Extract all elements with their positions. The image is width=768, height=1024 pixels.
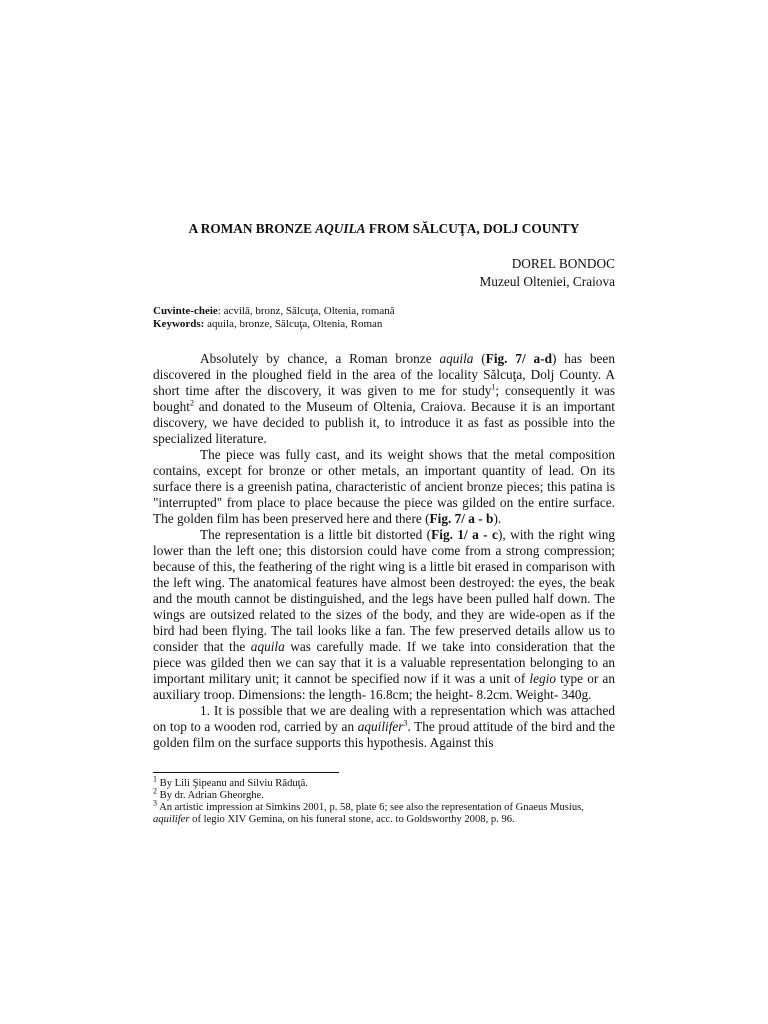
keywords-ro-value: : acvilă, bronz, Sălcuţa, Oltenia, romană (217, 305, 395, 317)
keywords-en-value: aquila, bronze, Sălcuţa, Oltenia, Roman (204, 318, 383, 330)
footnote-3-number: 3 (153, 798, 157, 808)
footnote-3 (153, 798, 615, 826)
keywords-ro-label: Cuvinte-cheie (153, 305, 218, 317)
footnote-2 (153, 786, 615, 802)
keywords-en-label: Keywords: (153, 318, 205, 330)
p3-text-a: The representation is a little bit distorted ( (200, 527, 432, 542)
author-affiliation: Muzeul Olteniei, Craiova (479, 274, 615, 289)
p1-text-a2: ( (473, 351, 486, 366)
author-block (153, 255, 615, 291)
p3-text-d: type or an auxiliary troop. Dimensions: the length- 16.8cm; the height- 8.2cm. Weight- 340g. (153, 671, 615, 702)
footnote-3-italic: aquilifer (153, 814, 190, 825)
author-name: DOREL BONDOC (511, 256, 615, 271)
p2-text-c: ). (493, 511, 502, 526)
footnotes (153, 774, 615, 826)
title-suffix: FROM SĂLCUŢA, DOLJ COUNTY (365, 221, 580, 236)
footnote-ref-2: 2 (189, 398, 194, 408)
article-title (153, 220, 615, 238)
footnote-3-text-b: of legio XIV Gemina, on his funeral stone, acc. to Goldsworthy 2008, p. 96. (189, 814, 515, 825)
keywords-romanian (153, 305, 615, 318)
paragraph-4 (153, 703, 615, 751)
paragraph-2 (153, 447, 615, 527)
footnote-1 (153, 774, 615, 790)
p4-text-b: . The proud attitude of the bird and the golden film on the surface supports this hypothesis. Against this (153, 719, 615, 750)
footnote-1-text: By Lili Şipeanu and Silviu Răduţă. (157, 778, 308, 789)
keywords-english (153, 318, 615, 331)
footnote-2-text: By dr. Adrian Gheorghe. (157, 790, 264, 801)
p1-text-a: Absolutely by chance, a Roman bronze (200, 351, 440, 366)
p3-figure-ref: Fig. 1/ a - c (431, 527, 498, 542)
footnote-separator (153, 772, 339, 773)
p1-text-b: ) has been discovered in the ploughed field in the area of the locality Sălcuţa, Dolj County. A short time after the discovery, it was given to me for study (153, 351, 615, 398)
keywords-block (153, 305, 615, 331)
paragraph-3 (153, 527, 615, 703)
p2-text-a: The piece was fully cast, and its weight shows that the metal composition contains, except for bronze or other metals, an important quantity of lead. On its surface there is a greenish patina, characteristic of ancient bronze pieces; this patina is "interrupted" from place to place because the piece was gilded on the entire surface. The golden film has been preserved here and there ( (153, 447, 615, 526)
p3-italic-aquila: aquila (250, 639, 285, 654)
footnote-2-number: 2 (153, 786, 157, 796)
title-italic: AQUILA (315, 221, 366, 236)
footnote-ref-1: 1 (491, 382, 496, 392)
p1-text-c: ; consequently it was bought (153, 383, 615, 414)
footnote-ref-3: 3 (403, 718, 408, 728)
article (153, 220, 615, 751)
paragraph-1 (153, 351, 615, 447)
p3-text-b: ), with the right wing lower than the left one; this distorsion could have come from a strong compression; because of this, the feathering of the right wing is a little bit erased in comparison with the left wing. The anatomical features have almost been destroyed: the eyes, the beak and the mouth cannot be distinguished, and the legs have been pulled half down. The wings are outsized related to the sizes of the body, and they are wide-open as if the bird had been flying. The tail looks like a fan. The few preserved details allow us to consider that the (153, 527, 616, 654)
p3-text-c: was carefully made. If we take into consideration that the piece was gilded then we can say that it is a valuable representation belonging to an important military unit; it cannot be specified now if it was a unit of (153, 639, 616, 686)
footnote-3-text-a: An artistic impression at Simkins 2001, p. 58, plate 6; see also the representation of Gnaeus Musius, (157, 802, 584, 813)
p2-figure-ref: Fig. 7/ a - b (429, 511, 494, 526)
title-prefix: A ROMAN BRONZE (188, 221, 316, 236)
footnote-1-number: 1 (153, 774, 157, 784)
article-body (153, 351, 615, 751)
p1-figure-ref: Fig. 7/ a-d (485, 351, 553, 366)
p1-text-d: and donated to the Museum of Oltenia, Craiova. Because it is an important discovery, we have decided to publish it, to introduce it as fast as possible into the specialized literature. (153, 399, 615, 446)
p4-text-a: 1. It is possible that we are dealing with a representation which was attached on top to a wooden rod, carried by an (153, 703, 615, 734)
p4-italic-aquilifer: aquilifer (357, 719, 404, 734)
p1-italic-aquila: aquila (439, 351, 474, 366)
p3-italic-legio: legio (529, 671, 557, 686)
